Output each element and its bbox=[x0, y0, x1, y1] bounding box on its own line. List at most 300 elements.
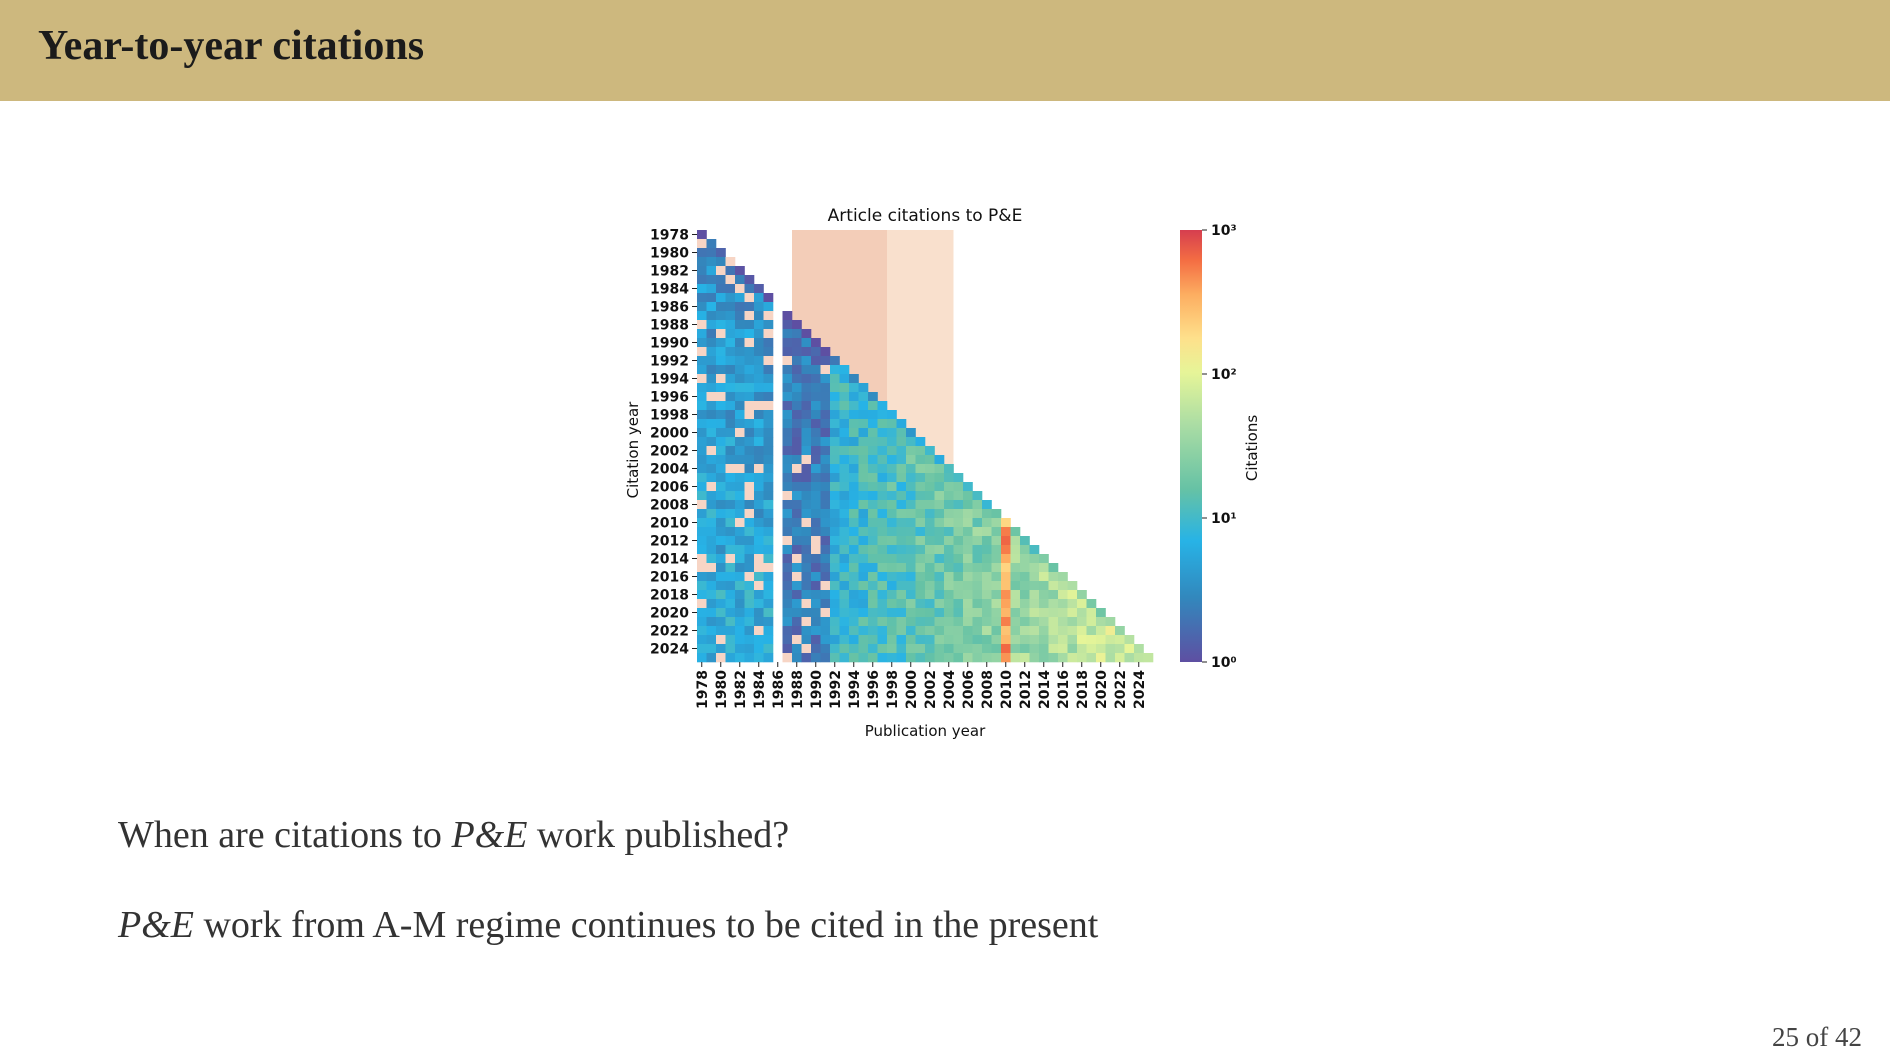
heatmap-cell bbox=[830, 626, 840, 635]
y-tick-label: 1986 bbox=[650, 299, 689, 316]
heatmap-cell bbox=[906, 599, 916, 608]
heatmap-cell bbox=[897, 608, 907, 617]
heatmap-cell bbox=[954, 518, 964, 527]
heatmap-cell bbox=[840, 473, 850, 482]
heatmap-cell bbox=[840, 581, 850, 590]
colorbar-tick-label: 10³ bbox=[1211, 223, 1237, 239]
heatmap-cell bbox=[754, 617, 764, 626]
heatmap-cell bbox=[707, 464, 717, 473]
heatmap-cell bbox=[735, 356, 745, 365]
x-tick-label: 2014 bbox=[1036, 670, 1053, 709]
heatmap-cell bbox=[906, 608, 916, 617]
heatmap-cell bbox=[963, 599, 973, 608]
heatmap-cell bbox=[811, 635, 821, 644]
heatmap-cell bbox=[935, 653, 945, 662]
heatmap-cell bbox=[963, 626, 973, 635]
heatmap-cell bbox=[982, 545, 992, 554]
heatmap-cell bbox=[745, 554, 755, 563]
question-journal: P&E bbox=[451, 814, 528, 856]
heatmap-cell bbox=[840, 374, 850, 383]
heatmap-cell bbox=[840, 437, 850, 446]
heatmap-cell bbox=[916, 608, 926, 617]
heatmap-cell bbox=[906, 653, 916, 662]
heatmap-cell bbox=[1030, 608, 1040, 617]
heatmap-cell bbox=[1106, 644, 1116, 653]
heatmap-cell bbox=[1039, 635, 1049, 644]
heatmap-cell bbox=[707, 563, 717, 572]
heatmap-cell bbox=[859, 572, 869, 581]
heatmap-cell bbox=[792, 374, 802, 383]
heatmap-cell bbox=[726, 365, 736, 374]
heatmap-cell bbox=[726, 626, 736, 635]
heatmap-cell bbox=[868, 491, 878, 500]
heatmap-cell bbox=[849, 590, 859, 599]
heatmap-cell bbox=[802, 572, 812, 581]
heatmap-cell bbox=[954, 590, 964, 599]
heatmap-cell bbox=[887, 500, 897, 509]
heatmap-cell bbox=[764, 518, 774, 527]
heatmap-cell bbox=[849, 572, 859, 581]
heatmap-cell bbox=[963, 590, 973, 599]
heatmap-cell bbox=[783, 329, 793, 338]
heatmap-cell bbox=[916, 509, 926, 518]
heatmap-cell bbox=[811, 455, 821, 464]
heatmap-cell bbox=[697, 284, 707, 293]
heatmap-cell bbox=[1001, 617, 1011, 626]
heatmap-cell bbox=[849, 644, 859, 653]
heatmap-cell bbox=[840, 410, 850, 419]
heatmap-cell bbox=[802, 599, 812, 608]
heatmap-cell bbox=[859, 464, 869, 473]
heatmap-cell bbox=[887, 473, 897, 482]
heatmap-cell bbox=[764, 419, 774, 428]
heatmap-cell bbox=[830, 437, 840, 446]
heatmap-cell bbox=[764, 617, 774, 626]
heatmap-cell bbox=[745, 491, 755, 500]
heatmap-cell bbox=[849, 410, 859, 419]
heatmap-cell bbox=[697, 347, 707, 356]
heatmap-cell bbox=[906, 455, 916, 464]
heatmap-cell bbox=[897, 437, 907, 446]
heatmap-cell bbox=[735, 320, 745, 329]
heatmap-cell bbox=[821, 446, 831, 455]
heatmap-cell bbox=[821, 392, 831, 401]
heatmap-cell bbox=[745, 653, 755, 662]
heatmap-cell bbox=[735, 617, 745, 626]
heatmap-cell bbox=[830, 356, 840, 365]
heatmap-cell bbox=[697, 500, 707, 509]
heatmap-cell bbox=[1039, 626, 1049, 635]
heatmap-cell bbox=[849, 428, 859, 437]
heatmap-cell bbox=[897, 527, 907, 536]
heatmap-cell bbox=[916, 446, 926, 455]
heatmap-cell bbox=[754, 410, 764, 419]
heatmap-cell bbox=[868, 572, 878, 581]
heatmap-cell bbox=[745, 437, 755, 446]
heatmap-cell bbox=[811, 563, 821, 572]
heatmap-cell bbox=[802, 527, 812, 536]
heatmap-cell bbox=[754, 545, 764, 554]
heatmap-cell bbox=[745, 419, 755, 428]
y-tick-label: 1982 bbox=[650, 263, 689, 280]
x-tick-label: 2002 bbox=[922, 670, 939, 709]
heatmap-cell bbox=[707, 554, 717, 563]
heatmap-cell bbox=[707, 311, 717, 320]
heatmap-cell bbox=[859, 428, 869, 437]
heatmap-cell bbox=[1077, 599, 1087, 608]
heatmap-cell bbox=[1115, 644, 1125, 653]
heatmap-cell bbox=[821, 347, 831, 356]
heatmap-cell bbox=[992, 617, 1002, 626]
x-tick-label: 1998 bbox=[884, 670, 901, 709]
heatmap-cell bbox=[802, 644, 812, 653]
heatmap-cell bbox=[935, 464, 945, 473]
heatmap-cell bbox=[830, 455, 840, 464]
heatmap-cell bbox=[707, 581, 717, 590]
heatmap-cell bbox=[811, 590, 821, 599]
heatmap-cell bbox=[707, 284, 717, 293]
heatmap-cell bbox=[830, 590, 840, 599]
heatmap-cell bbox=[707, 257, 717, 266]
heatmap-cell bbox=[735, 293, 745, 302]
heatmap-cell bbox=[697, 518, 707, 527]
heatmap-cell bbox=[859, 554, 869, 563]
heatmap-cell bbox=[982, 563, 992, 572]
heatmap-cell bbox=[783, 374, 793, 383]
heatmap-cell bbox=[726, 509, 736, 518]
heatmap-cell bbox=[916, 518, 926, 527]
heatmap-cell bbox=[735, 329, 745, 338]
heatmap-cell bbox=[878, 518, 888, 527]
heatmap-cell bbox=[802, 392, 812, 401]
heatmap-cell bbox=[897, 599, 907, 608]
heatmap-cell bbox=[868, 401, 878, 410]
heatmap-cell bbox=[745, 518, 755, 527]
heatmap-cell bbox=[1106, 635, 1116, 644]
heatmap-cell bbox=[783, 554, 793, 563]
heatmap-cell bbox=[783, 500, 793, 509]
heatmap-cell bbox=[878, 428, 888, 437]
heatmap-cell bbox=[973, 617, 983, 626]
heatmap-cell bbox=[897, 572, 907, 581]
heatmap-cell bbox=[783, 527, 793, 536]
heatmap-cell bbox=[1068, 653, 1078, 662]
heatmap-cell bbox=[764, 644, 774, 653]
heatmap-cell bbox=[811, 365, 821, 374]
heatmap-cell bbox=[1058, 572, 1068, 581]
heatmap-cell bbox=[944, 491, 954, 500]
heatmap-cell bbox=[840, 563, 850, 572]
heatmap-cell bbox=[906, 428, 916, 437]
heatmap-cell bbox=[764, 500, 774, 509]
heatmap-cell bbox=[868, 545, 878, 554]
heatmap-cell bbox=[707, 455, 717, 464]
heatmap-cell bbox=[849, 446, 859, 455]
heatmap-cell bbox=[1020, 581, 1030, 590]
heatmap-cell bbox=[849, 554, 859, 563]
heatmap-cell bbox=[1068, 608, 1078, 617]
heatmap-cell bbox=[916, 500, 926, 509]
heatmap-cell bbox=[1039, 599, 1049, 608]
heatmap-cell bbox=[868, 644, 878, 653]
heatmap-cell bbox=[735, 590, 745, 599]
heatmap-cell bbox=[992, 608, 1002, 617]
heatmap-cell bbox=[697, 590, 707, 599]
heatmap-cell bbox=[925, 446, 935, 455]
heatmap-cell bbox=[830, 365, 840, 374]
heatmap-cell bbox=[792, 572, 802, 581]
heatmap-cell bbox=[735, 536, 745, 545]
heatmap-cell bbox=[830, 401, 840, 410]
heatmap-cell bbox=[925, 482, 935, 491]
heatmap-cell bbox=[982, 626, 992, 635]
heatmap-cell bbox=[716, 653, 726, 662]
heatmap-cell bbox=[897, 554, 907, 563]
heatmap-cell bbox=[802, 347, 812, 356]
heatmap-cell bbox=[792, 653, 802, 662]
heatmap-cell bbox=[906, 527, 916, 536]
heatmap-cell bbox=[716, 266, 726, 275]
heatmap-cell bbox=[859, 491, 869, 500]
heatmap-cell bbox=[802, 374, 812, 383]
heatmap-cell bbox=[707, 347, 717, 356]
heatmap-cell bbox=[707, 419, 717, 428]
x-tick-label: 2012 bbox=[1017, 670, 1034, 709]
heatmap-cell bbox=[716, 491, 726, 500]
heatmap-cell bbox=[1134, 653, 1144, 662]
heatmap-cell bbox=[1106, 653, 1116, 662]
heatmap-cell bbox=[1020, 608, 1030, 617]
heatmap-cell bbox=[754, 590, 764, 599]
heatmap-cell bbox=[906, 491, 916, 500]
heatmap-cell bbox=[859, 653, 869, 662]
heatmap-cell bbox=[754, 464, 764, 473]
heatmap-cell bbox=[973, 491, 983, 500]
heatmap-cell bbox=[840, 365, 850, 374]
heatmap-cell bbox=[992, 536, 1002, 545]
heatmap-cell bbox=[1087, 617, 1097, 626]
heatmap-cell bbox=[1039, 554, 1049, 563]
heatmap-cell bbox=[735, 374, 745, 383]
heatmap-cell bbox=[830, 383, 840, 392]
heatmap-cell bbox=[754, 284, 764, 293]
heatmap-cell bbox=[726, 482, 736, 491]
heatmap-cell bbox=[982, 518, 992, 527]
heatmap-cell bbox=[735, 635, 745, 644]
heatmap-cell bbox=[992, 527, 1002, 536]
heatmap-cell bbox=[783, 383, 793, 392]
heatmap-cell bbox=[944, 518, 954, 527]
heatmap-cell bbox=[925, 590, 935, 599]
heatmap-cell bbox=[716, 464, 726, 473]
heatmap-cell bbox=[906, 464, 916, 473]
heatmap-cell bbox=[707, 482, 717, 491]
y-axis-label: Citation year bbox=[624, 401, 642, 499]
heatmap-cell bbox=[925, 581, 935, 590]
heatmap-cell bbox=[830, 446, 840, 455]
heatmap-cell bbox=[840, 401, 850, 410]
heatmap-cell bbox=[1020, 554, 1030, 563]
heatmap-cell bbox=[954, 644, 964, 653]
heatmap-cell bbox=[925, 626, 935, 635]
heatmap-cell bbox=[735, 500, 745, 509]
heatmap-cell bbox=[887, 599, 897, 608]
heatmap-cell bbox=[821, 644, 831, 653]
heatmap-cell bbox=[735, 572, 745, 581]
heatmap-cell bbox=[716, 401, 726, 410]
heatmap-cell bbox=[821, 401, 831, 410]
heatmap-cell bbox=[1011, 608, 1021, 617]
heatmap-cell bbox=[764, 563, 774, 572]
heatmap-cell bbox=[906, 635, 916, 644]
heatmap-cell bbox=[821, 365, 831, 374]
heatmap-cell bbox=[916, 644, 926, 653]
heatmap-cell bbox=[954, 608, 964, 617]
heatmap-cell bbox=[1020, 599, 1030, 608]
heatmap-cell bbox=[707, 356, 717, 365]
heatmap-cell bbox=[963, 617, 973, 626]
heatmap-cell bbox=[716, 338, 726, 347]
heatmap-cell bbox=[754, 329, 764, 338]
heatmap-cell bbox=[1049, 644, 1059, 653]
heatmap-cell bbox=[792, 599, 802, 608]
heatmap-cell bbox=[992, 653, 1002, 662]
heatmap-cell bbox=[697, 653, 707, 662]
heatmap-cell bbox=[697, 257, 707, 266]
heatmap-cell bbox=[754, 428, 764, 437]
heatmap-cell bbox=[1144, 653, 1154, 662]
heatmap-cell bbox=[916, 635, 926, 644]
heatmap-cell bbox=[840, 536, 850, 545]
heatmap-cell bbox=[973, 509, 983, 518]
heatmap-cell bbox=[935, 536, 945, 545]
heatmap-cell bbox=[944, 563, 954, 572]
heatmap-cell bbox=[716, 428, 726, 437]
heatmap-cell bbox=[868, 554, 878, 563]
heatmap-cell bbox=[992, 518, 1002, 527]
heatmap-cell bbox=[840, 554, 850, 563]
heatmap-cell bbox=[944, 473, 954, 482]
heatmap-cell bbox=[745, 536, 755, 545]
heatmap-cell bbox=[811, 491, 821, 500]
heatmap-cell bbox=[792, 635, 802, 644]
heatmap-cell bbox=[764, 527, 774, 536]
heatmap-cell bbox=[992, 509, 1002, 518]
heatmap-cell bbox=[840, 464, 850, 473]
heatmap-cell bbox=[897, 536, 907, 545]
heatmap-cell bbox=[783, 644, 793, 653]
heatmap-cell bbox=[726, 491, 736, 500]
heatmap-cell bbox=[707, 500, 717, 509]
heatmap-cell bbox=[973, 536, 983, 545]
heatmap-cell bbox=[982, 644, 992, 653]
heatmap-cell bbox=[830, 599, 840, 608]
heatmap-cell bbox=[764, 347, 774, 356]
heatmap-cell bbox=[897, 473, 907, 482]
heatmap-cell bbox=[1011, 617, 1021, 626]
heatmap-cell bbox=[925, 491, 935, 500]
heatmap-cell bbox=[925, 536, 935, 545]
heatmap-cell bbox=[745, 509, 755, 518]
heatmap-cell bbox=[811, 383, 821, 392]
heatmap-cell bbox=[764, 464, 774, 473]
heatmap-cell bbox=[887, 437, 897, 446]
heatmap-cell bbox=[697, 392, 707, 401]
heatmap-cell bbox=[697, 626, 707, 635]
heatmap-cell bbox=[1020, 644, 1030, 653]
heatmap-cell bbox=[726, 653, 736, 662]
heatmap-cell bbox=[697, 329, 707, 338]
heatmap-cell bbox=[859, 536, 869, 545]
heatmap-cell bbox=[830, 473, 840, 482]
heatmap-cell bbox=[840, 626, 850, 635]
heatmap-cell bbox=[802, 509, 812, 518]
slide-header-bar bbox=[0, 0, 1890, 101]
heatmap-cell bbox=[697, 473, 707, 482]
heatmap-cell bbox=[878, 644, 888, 653]
heatmap-cell bbox=[735, 419, 745, 428]
heatmap-cell bbox=[745, 626, 755, 635]
heatmap-cell bbox=[925, 464, 935, 473]
heatmap-cell bbox=[726, 293, 736, 302]
heatmap-cell bbox=[802, 437, 812, 446]
heatmap-cell bbox=[1077, 617, 1087, 626]
heatmap-cell bbox=[963, 545, 973, 554]
heatmap-cell bbox=[906, 581, 916, 590]
y-tick-label: 2008 bbox=[650, 497, 689, 514]
heatmap-cell bbox=[811, 419, 821, 428]
heatmap-cell bbox=[792, 482, 802, 491]
heatmap-cell bbox=[868, 410, 878, 419]
heatmap-cell bbox=[944, 554, 954, 563]
heatmap-cell bbox=[745, 311, 755, 320]
heatmap-cell bbox=[716, 617, 726, 626]
question-suffix: work published? bbox=[527, 814, 790, 856]
heatmap-cell bbox=[1011, 635, 1021, 644]
heatmap-cell bbox=[935, 644, 945, 653]
heatmap-cell bbox=[1077, 635, 1087, 644]
heatmap-cell bbox=[716, 275, 726, 284]
heatmap-cell bbox=[982, 509, 992, 518]
heatmap-cell bbox=[973, 590, 983, 599]
heatmap-cell bbox=[868, 428, 878, 437]
heatmap-cell bbox=[783, 635, 793, 644]
heatmap-cell bbox=[726, 635, 736, 644]
y-tick-label: 1980 bbox=[650, 245, 689, 262]
heatmap-cell bbox=[745, 455, 755, 464]
heatmap-cell bbox=[925, 617, 935, 626]
heatmap-cell bbox=[1115, 653, 1125, 662]
heatmap-cell bbox=[840, 599, 850, 608]
heatmap-cell bbox=[1077, 590, 1087, 599]
heatmap-cell bbox=[830, 374, 840, 383]
heatmap-cell bbox=[1106, 626, 1116, 635]
heatmap-cell bbox=[745, 392, 755, 401]
heatmap-cell bbox=[792, 356, 802, 365]
heatmap-cell bbox=[830, 653, 840, 662]
heatmap-cell bbox=[783, 518, 793, 527]
heatmap-cell bbox=[868, 527, 878, 536]
heatmap-cell bbox=[859, 410, 869, 419]
heatmap-cell bbox=[792, 320, 802, 329]
heatmap-cell bbox=[849, 518, 859, 527]
heatmap-cell bbox=[849, 626, 859, 635]
heatmap-cell bbox=[802, 563, 812, 572]
heatmap-cell bbox=[992, 581, 1002, 590]
heatmap-cell bbox=[707, 248, 717, 257]
heatmap-cell bbox=[735, 554, 745, 563]
heatmap-cell bbox=[716, 356, 726, 365]
